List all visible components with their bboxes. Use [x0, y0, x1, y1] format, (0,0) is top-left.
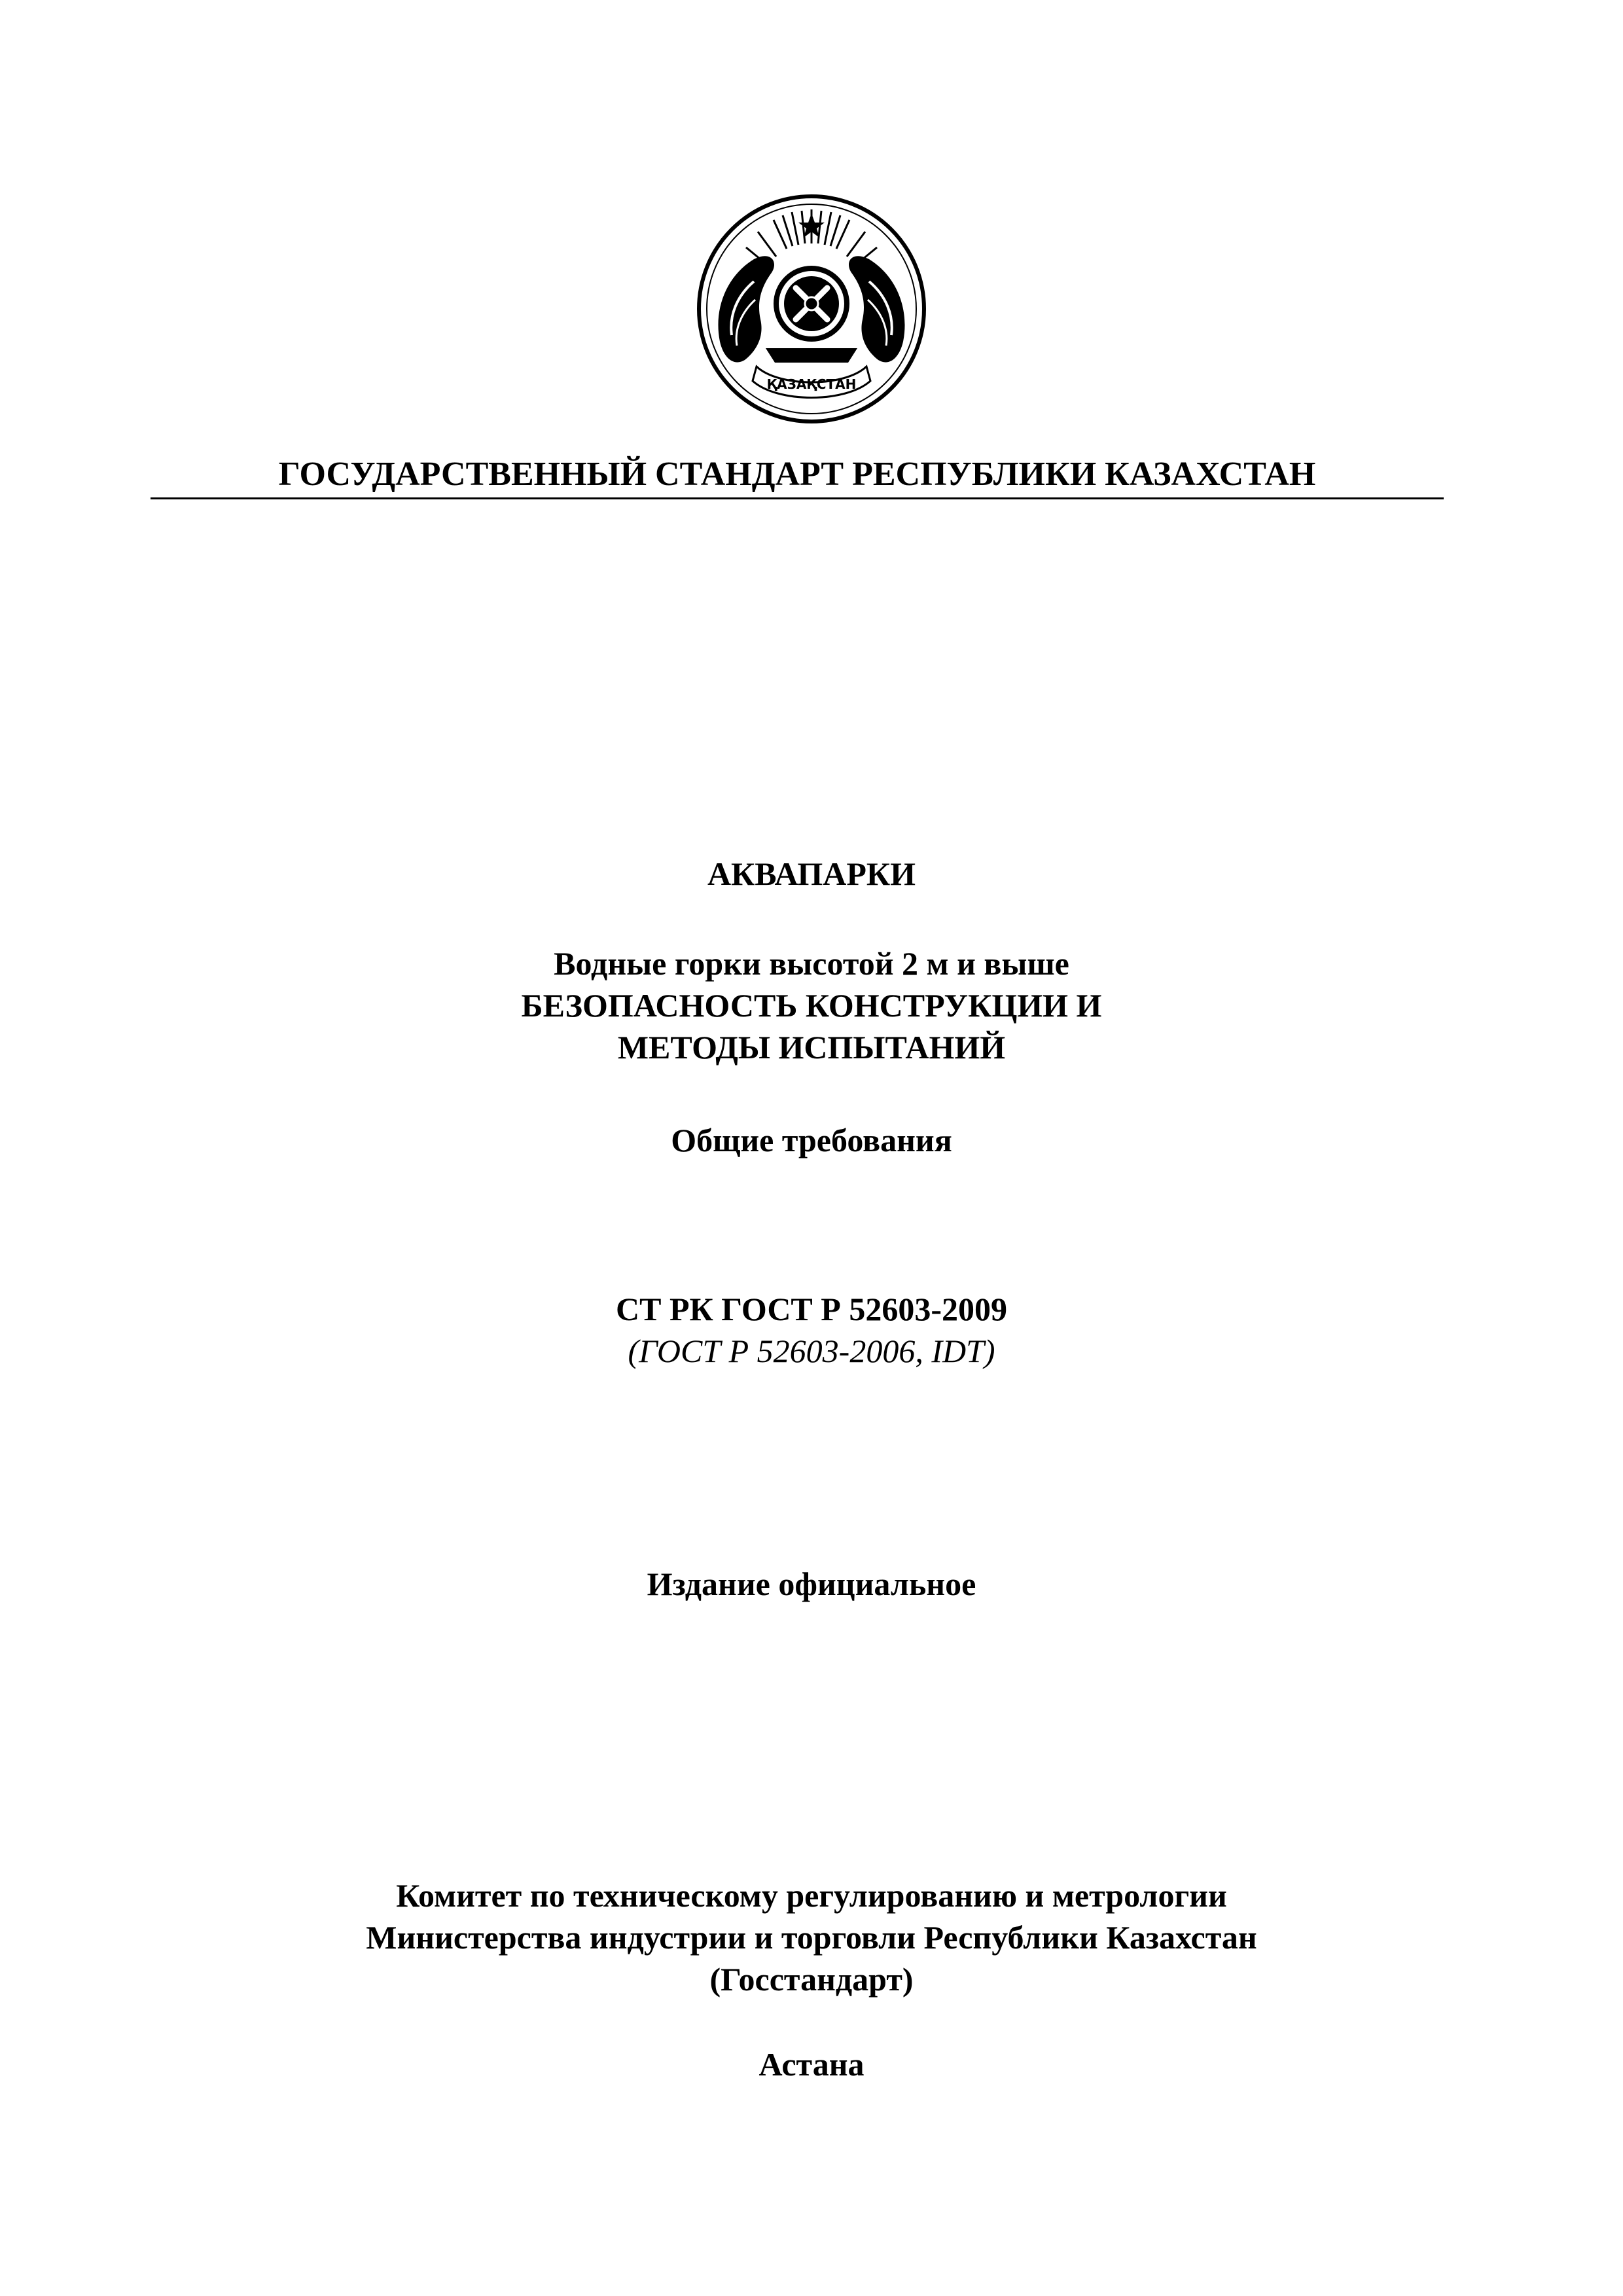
- header-divider: [151, 497, 1444, 499]
- document-title: АКВАПАРКИ: [707, 855, 916, 892]
- general-requirements-block: [0, 1119, 1623, 1161]
- publisher-line-1: Комитет по техническому регулированию и метрологии: [396, 1877, 1227, 1914]
- subtitle-line-1: Водные горки высотой 2 м и выше: [554, 945, 1069, 982]
- city-block: [0, 2043, 1623, 2085]
- general-requirements: Общие требования: [671, 1122, 952, 1158]
- publisher-block: [0, 1874, 1623, 2000]
- publisher-line-3: (Госстандарт): [709, 1961, 914, 1998]
- publication-city: Астана: [758, 2046, 865, 2083]
- edition-label: Издание официальное: [647, 1566, 976, 1602]
- document-title-block: [0, 853, 1623, 895]
- subtitle-line-2: БЕЗОПАСНОСТЬ КОНСТРУКЦИИ И: [521, 987, 1102, 1024]
- document-subtitle-block: [0, 942, 1623, 1068]
- edition-block: [0, 1563, 1623, 1605]
- designation-block: [0, 1288, 1623, 1372]
- standard-header: ГОСУДАРСТВЕННЫЙ СТАНДАРТ РЕСПУБЛИКИ КАЗАХСТАН: [278, 456, 1316, 493]
- subtitle-line-3: МЕТОДЫ ИСПЫТАНИЙ: [617, 1029, 1006, 1066]
- equivalent-standard: (ГОСТ Р 52603-2006, IDT): [628, 1333, 995, 1369]
- emblem-ribbon-text: ҚАЗАҚСТАН: [766, 376, 857, 392]
- state-emblem-icon: [694, 191, 929, 427]
- standard-designation: СТ РК ГОСТ Р 52603-2009: [616, 1291, 1007, 1327]
- publisher-line-2: Министерства индустрии и торговли Республики Казахстан: [366, 1919, 1257, 1956]
